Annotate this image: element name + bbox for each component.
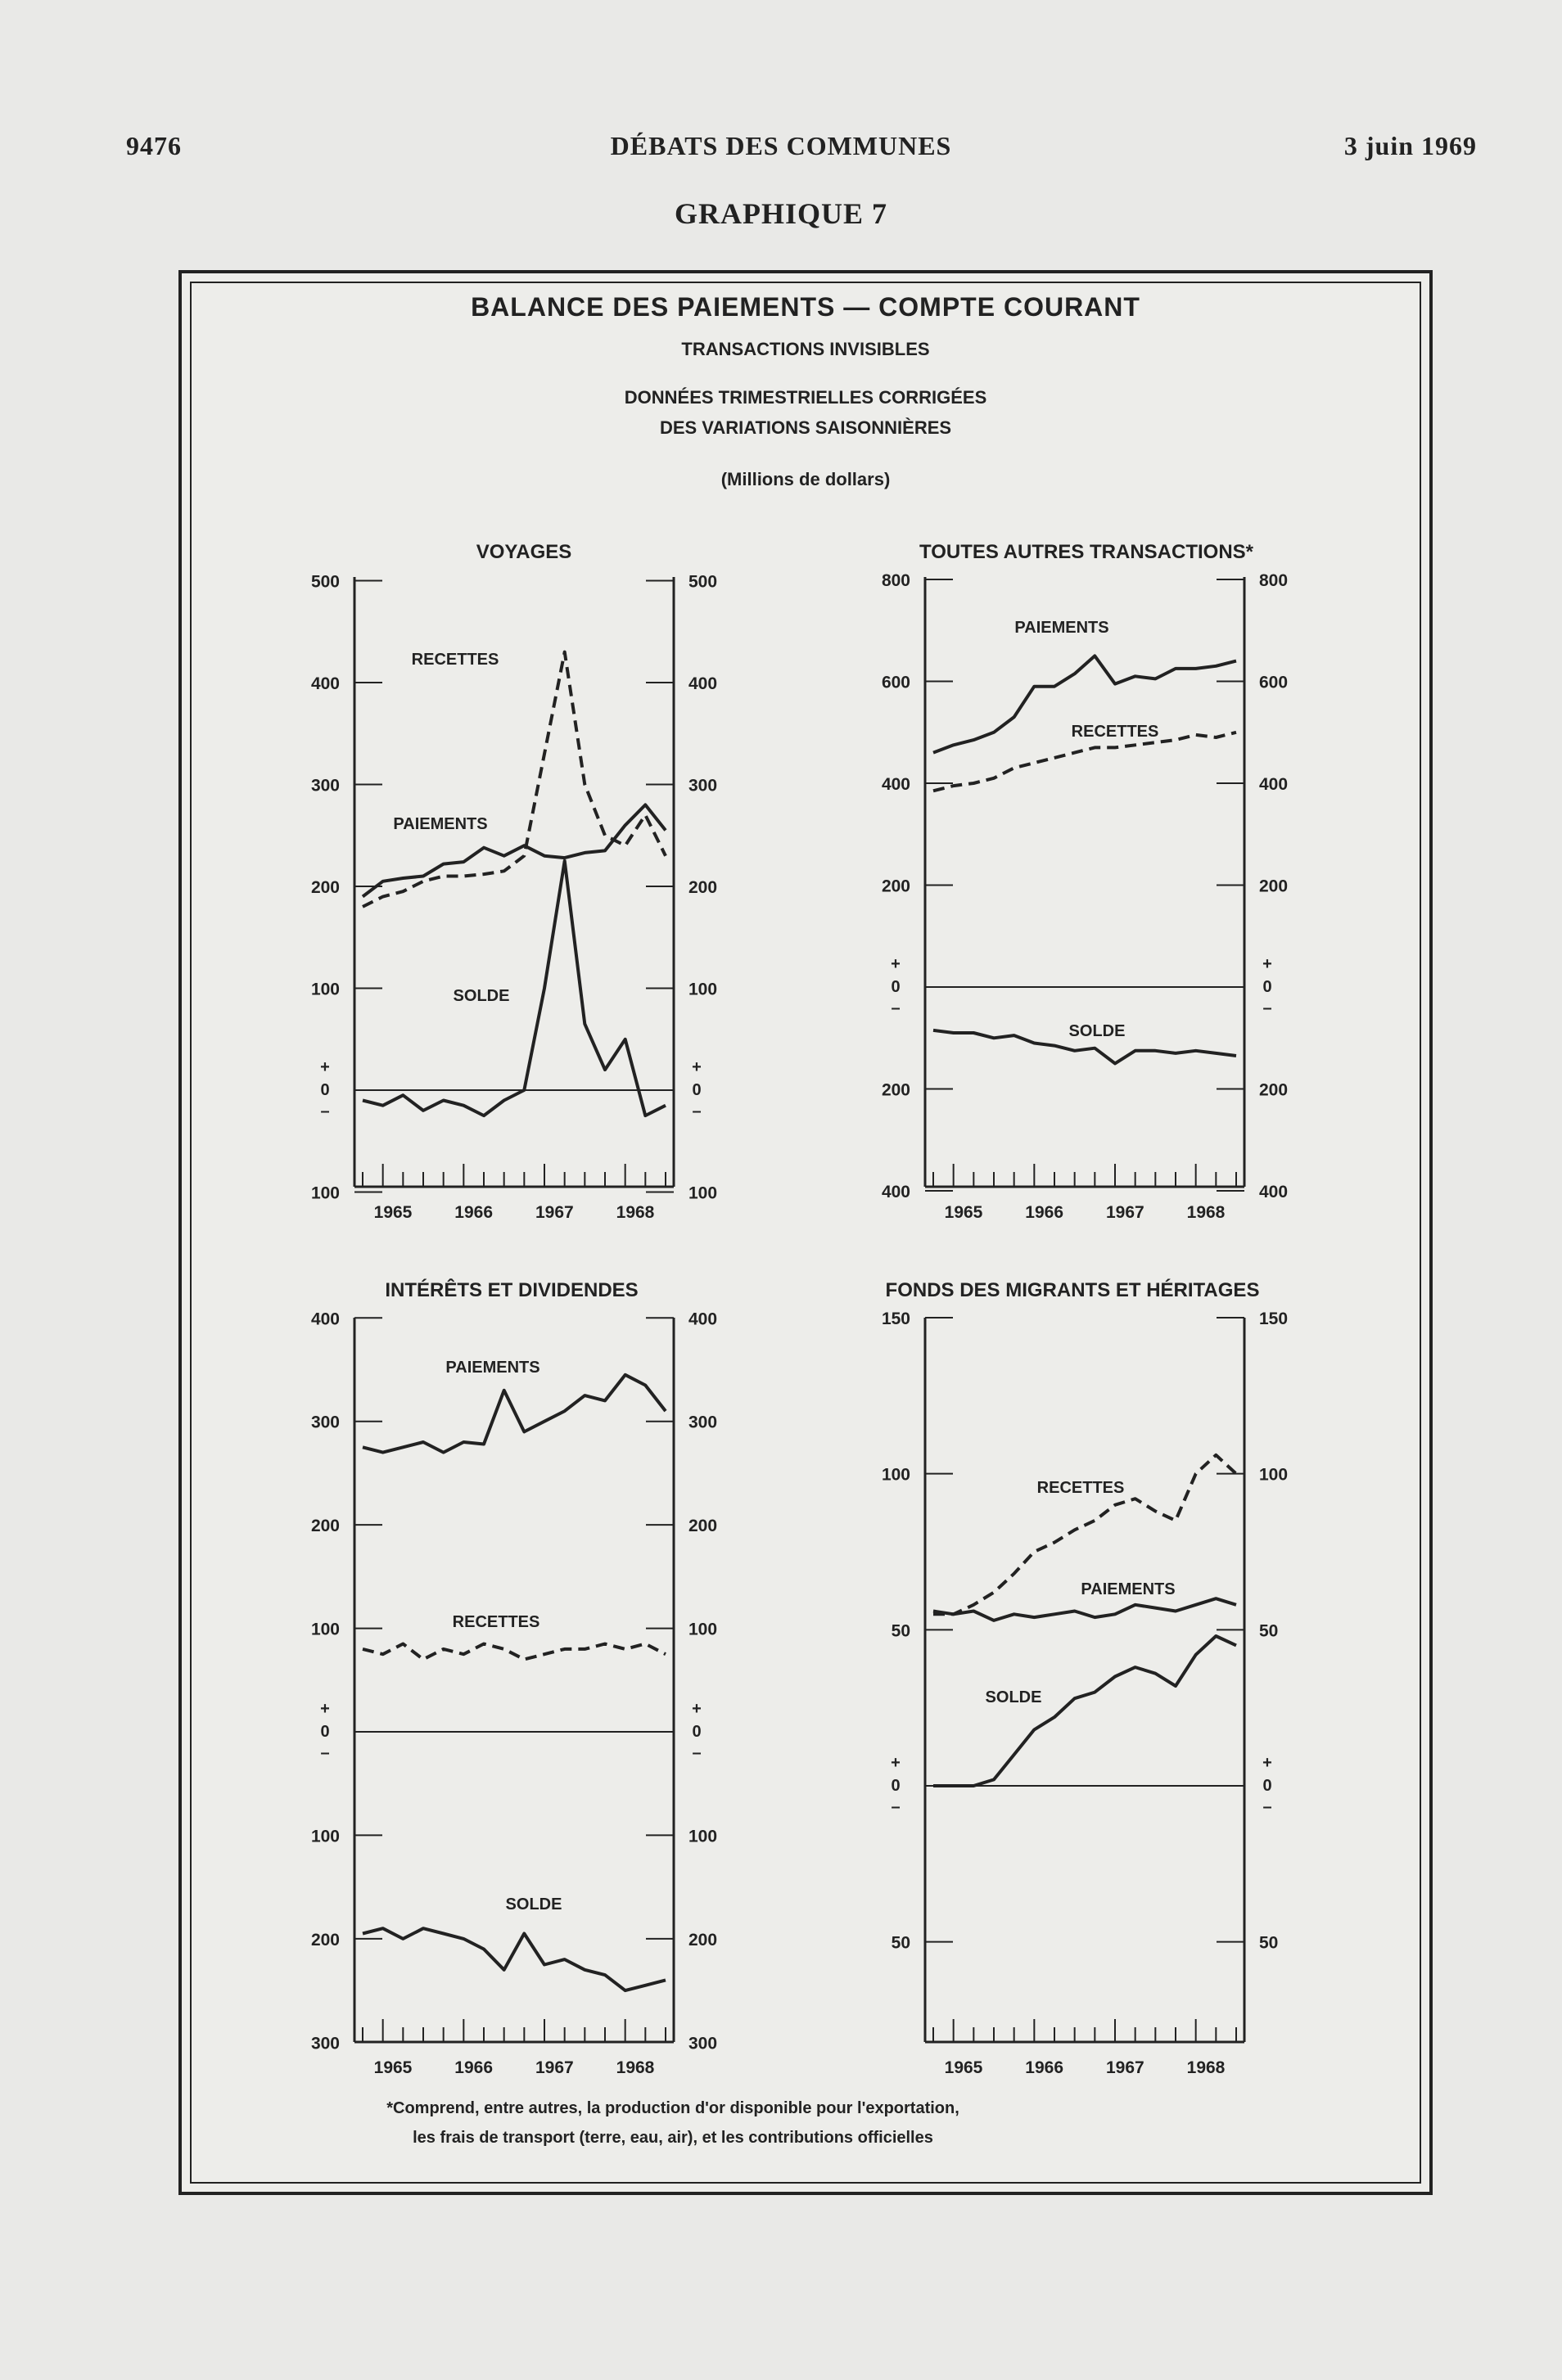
y-tick-label: 800: [881, 571, 910, 590]
y-tick-label: 200: [1259, 877, 1289, 896]
zero-plus-right: +: [1262, 1754, 1272, 1772]
zero-plus-right: +: [692, 1700, 702, 1718]
chart-panel-4: [882, 1278, 1288, 2077]
y-tick-label: 400: [688, 674, 718, 693]
series-line-recettes: [933, 732, 1236, 791]
series-line-solde: [933, 1636, 1236, 1786]
zero-plus-right: +: [692, 1058, 702, 1076]
zero-minus-right: –: [692, 1744, 702, 1762]
series-label-solde: SOLDE: [453, 987, 510, 1005]
y-tick-label: 150: [881, 1309, 910, 1329]
chart-title: FONDS DES MIGRANTS ET HÉRITAGES: [885, 1279, 1260, 1301]
series-line-solde: [363, 861, 666, 1116]
zero-minus-left: –: [320, 1102, 330, 1120]
chart-title: VOYAGES: [476, 541, 572, 563]
series-label-paiements: PAIEMENTS: [445, 1359, 540, 1377]
y-tick-label: 200: [688, 878, 718, 897]
x-tick-label: 1967: [535, 2058, 574, 2077]
zero-plus-left: +: [891, 1754, 901, 1772]
y-tick-label: 500: [310, 572, 340, 592]
series-label-paiements: PAIEMENTS: [1081, 1580, 1176, 1598]
zero-minus-left: –: [891, 1798, 901, 1816]
y-tick-label: 200: [310, 878, 340, 897]
zero-mark-right: 0: [1262, 1777, 1272, 1795]
figure-number: GRAPHIQUE 7: [674, 197, 887, 230]
x-tick-label: 1967: [1105, 2058, 1144, 2077]
x-tick-label: 1965: [944, 1203, 983, 1222]
x-tick-label: 1967: [1105, 1203, 1144, 1222]
x-tick-label: 1966: [454, 1203, 494, 1222]
y-tick-label: 50: [891, 1621, 910, 1641]
zero-mark-left: 0: [320, 1723, 330, 1741]
zero-minus-right: –: [692, 1102, 702, 1120]
series-line-paiements: [363, 1375, 666, 1453]
chart-title: INTÉRÊTS ET DIVIDENDES: [385, 1279, 639, 1301]
zero-plus-left: +: [891, 955, 901, 973]
y-tick-label: 800: [1259, 571, 1289, 590]
zero-mark-left: 0: [891, 1777, 901, 1795]
y-tick-label: 100: [688, 1827, 718, 1846]
series-label-solde: SOLDE: [1068, 1022, 1126, 1040]
zero-minus-right: –: [1262, 999, 1272, 1017]
figure-title: BALANCE DES PAIEMENTS — COMPTE COURANT: [471, 292, 1140, 322]
series-label-recettes: RECETTES: [452, 1613, 540, 1631]
zero-minus-left: –: [320, 1744, 330, 1762]
series-label-solde: SOLDE: [505, 1895, 562, 1913]
y-tick-label: 200: [688, 1517, 718, 1536]
x-tick-label: 1967: [535, 1203, 574, 1222]
y-tick-label: 100: [688, 1183, 718, 1203]
chart-panel-3: [311, 1278, 717, 2077]
y-tick-label: 100: [1259, 1465, 1289, 1485]
x-tick-label: 1966: [454, 2058, 494, 2077]
zero-plus-left: +: [320, 1058, 330, 1076]
y-tick-label: 300: [688, 1413, 718, 1432]
y-tick-label: 100: [881, 1465, 910, 1485]
y-tick-label: 400: [310, 1309, 340, 1329]
page-number: 9476: [126, 131, 182, 160]
figure-subtitle-2: DONNÉES TRIMESTRIELLES CORRIGÉES: [624, 387, 987, 408]
y-tick-label: 400: [1259, 1183, 1289, 1201]
y-tick-label: 100: [688, 1620, 718, 1639]
series-label-paiements: PAIEMENTS: [1014, 619, 1109, 637]
y-tick-label: 600: [881, 673, 910, 692]
series-line-recettes: [363, 1644, 666, 1660]
chart-panel-2: [882, 541, 1288, 1222]
x-tick-label: 1966: [1025, 1203, 1064, 1222]
y-tick-label: 50: [891, 1933, 910, 1953]
series-label-recettes: RECETTES: [411, 651, 499, 669]
x-tick-label: 1965: [373, 1203, 413, 1222]
zero-plus-right: +: [1262, 955, 1272, 973]
chart-panel-1: [311, 541, 717, 1222]
y-tick-label: 100: [310, 1827, 340, 1846]
chart-title: TOUTES AUTRES TRANSACTIONS*: [919, 541, 1254, 563]
footnote-line-1: *Comprend, entre autres, la production d'or disponible pour l'exportation,: [386, 2099, 959, 2117]
y-tick-label: 200: [310, 1517, 340, 1536]
y-tick-label: 50: [1259, 1933, 1279, 1953]
zero-plus-left: +: [320, 1700, 330, 1718]
y-tick-label: 100: [310, 980, 340, 999]
y-tick-label: 400: [881, 775, 910, 794]
figure-subtitle-3: DES VARIATIONS SAISONNIÈRES: [659, 417, 952, 438]
y-tick-label: 400: [688, 1309, 718, 1329]
x-tick-label: 1966: [1025, 2058, 1064, 2077]
y-tick-label: 400: [881, 1183, 910, 1201]
series-label-recettes: RECETTES: [1036, 1479, 1125, 1497]
y-tick-label: 200: [310, 1930, 340, 1950]
y-tick-label: 500: [688, 572, 718, 592]
y-tick-label: 100: [310, 1620, 340, 1639]
y-tick-label: 300: [688, 2034, 718, 2053]
zero-minus-left: –: [891, 999, 901, 1017]
figure-subtitle-1: TRANSACTIONS INVISIBLES: [681, 339, 930, 359]
y-tick-label: 50: [1259, 1621, 1279, 1641]
y-tick-label: 200: [688, 1930, 718, 1950]
zero-mark-right: 0: [692, 1723, 702, 1741]
zero-mark-right: 0: [692, 1081, 702, 1099]
y-tick-label: 300: [688, 776, 718, 796]
y-tick-label: 200: [1259, 1080, 1289, 1100]
y-tick-label: 400: [310, 674, 340, 693]
y-tick-label: 100: [310, 1183, 340, 1203]
series-label-solde: SOLDE: [985, 1688, 1042, 1706]
footnote-line-2: les frais de transport (terre, eau, air), et les contributions officielles: [413, 2129, 933, 2147]
figure-units: (Millions de dollars): [720, 469, 891, 489]
series-label-recettes: RECETTES: [1071, 723, 1159, 741]
y-tick-label: 600: [1259, 673, 1289, 692]
x-tick-label: 1968: [1186, 2058, 1226, 2077]
series-label-paiements: PAIEMENTS: [393, 815, 488, 833]
zero-mark-right: 0: [1262, 978, 1272, 996]
series-line-paiements: [933, 1598, 1236, 1620]
x-tick-label: 1968: [616, 2058, 655, 2077]
y-tick-label: 200: [881, 1080, 910, 1100]
journal-title: DÉBATS DES COMMUNES: [610, 131, 952, 160]
x-tick-label: 1965: [373, 2058, 413, 2077]
x-tick-label: 1965: [944, 2058, 983, 2077]
zero-minus-right: –: [1262, 1798, 1272, 1816]
y-tick-label: 300: [310, 1413, 340, 1432]
y-tick-label: 100: [688, 980, 718, 999]
zero-mark-left: 0: [320, 1081, 330, 1099]
zero-mark-left: 0: [891, 978, 901, 996]
plots-group: [311, 541, 1288, 2077]
y-tick-label: 400: [1259, 775, 1289, 794]
x-tick-label: 1968: [616, 1203, 655, 1222]
y-tick-label: 300: [310, 2034, 340, 2053]
series-line-solde: [363, 1928, 666, 1990]
y-tick-label: 150: [1259, 1309, 1289, 1329]
y-tick-label: 200: [881, 877, 910, 896]
x-tick-label: 1968: [1186, 1203, 1226, 1222]
page-date: 3 juin 1969: [1343, 131, 1477, 160]
y-tick-label: 300: [310, 776, 340, 796]
series-line-recettes: [363, 652, 666, 907]
